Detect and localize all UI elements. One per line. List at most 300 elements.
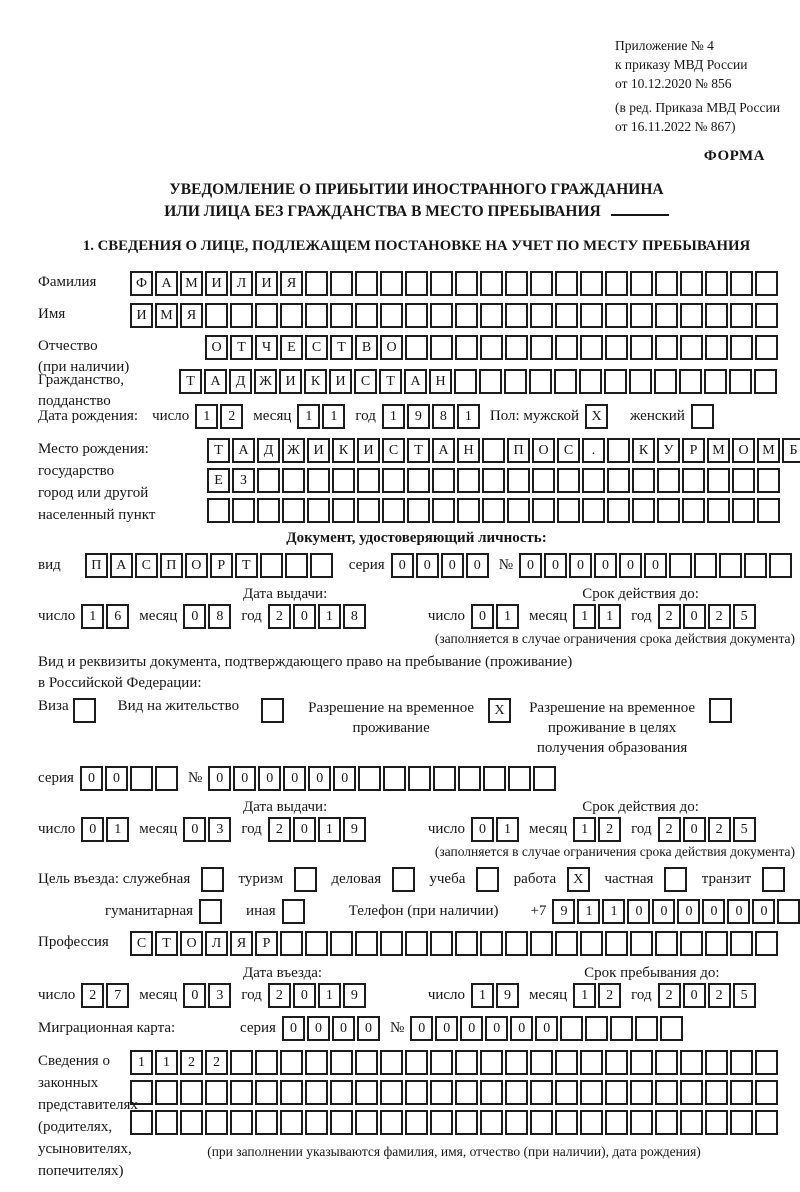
birth-place-cells-row1[interactable] [207,438,800,463]
form-cell[interactable] [755,931,778,956]
form-cell[interactable] [555,271,578,296]
form-cell[interactable] [580,271,603,296]
stay-year-cells[interactable] [658,983,756,1008]
form-cell[interactable]: А [432,438,455,463]
form-cell[interactable] [630,303,653,328]
form-cell[interactable]: Т [155,931,178,956]
checkbox-cell[interactable] [282,899,305,924]
form-cell[interactable]: О [180,931,203,956]
form-cell[interactable]: 0 [293,817,316,842]
form-cell[interactable]: А [204,369,227,394]
form-cell[interactable]: 1 [130,1050,153,1075]
form-cell[interactable] [679,369,702,394]
form-cell[interactable] [757,498,780,523]
form-cell[interactable] [557,498,580,523]
form-cell[interactable] [230,1050,253,1075]
mig-series-cells[interactable] [282,1016,380,1041]
form-cell[interactable]: 0 [357,1016,380,1041]
form-cell[interactable] [582,468,605,493]
form-cell[interactable]: Р [682,438,705,463]
form-cell[interactable] [357,498,380,523]
form-cell[interactable]: О [185,553,208,578]
purpose-other-checkbox[interactable] [282,899,305,924]
form-cell[interactable]: 0 [619,553,642,578]
form-cell[interactable] [405,1080,428,1105]
form-cell[interactable] [705,1050,728,1075]
form-cell[interactable]: 0 [233,766,256,791]
form-cell[interactable]: 2 [708,817,731,842]
form-cell[interactable] [457,468,480,493]
form-cell[interactable]: 0 [519,553,542,578]
visa-checkbox[interactable] [73,698,96,723]
form-cell[interactable]: 0 [435,1016,458,1041]
res-issue-year-cells[interactable] [268,817,366,842]
form-cell[interactable]: 0 [81,817,104,842]
form-cell[interactable] [482,498,505,523]
form-cell[interactable]: 0 [594,553,617,578]
form-cell[interactable] [380,271,403,296]
form-cell[interactable] [305,931,328,956]
form-cell[interactable] [257,468,280,493]
form-cell[interactable] [332,498,355,523]
form-cell[interactable]: 1 [496,817,519,842]
form-cell[interactable]: М [757,438,780,463]
form-cell[interactable] [380,303,403,328]
form-cell[interactable] [632,468,655,493]
form-cell[interactable] [530,1080,553,1105]
form-cell[interactable] [705,303,728,328]
form-cell[interactable] [533,766,556,791]
form-cell[interactable]: 8 [208,604,231,629]
form-cell[interactable] [530,303,553,328]
doc-valid-year-cells[interactable] [658,604,756,629]
form-cell[interactable] [357,468,380,493]
checkbox-cell[interactable] [664,867,687,892]
form-cell[interactable]: 1 [81,604,104,629]
form-cell[interactable] [680,303,703,328]
form-cell[interactable] [680,271,703,296]
form-cell[interactable] [505,931,528,956]
form-cell[interactable] [555,1110,578,1135]
doc-type-cells[interactable] [85,553,333,578]
form-cell[interactable]: 0 [460,1016,483,1041]
form-cell[interactable]: Д [229,369,252,394]
form-cell[interactable]: 0 [308,766,331,791]
form-cell[interactable]: 0 [416,553,439,578]
form-cell[interactable]: 0 [569,553,592,578]
form-cell[interactable] [632,498,655,523]
form-cell[interactable] [454,369,477,394]
form-cell[interactable] [555,1050,578,1075]
form-cell[interactable] [480,931,503,956]
form-cell[interactable]: 6 [106,604,129,629]
form-cell[interactable] [405,1110,428,1135]
form-cell[interactable] [130,1110,153,1135]
form-cell[interactable]: П [507,438,530,463]
form-cell[interactable]: 0 [410,1016,433,1041]
form-cell[interactable] [504,369,527,394]
form-cell[interactable] [380,1110,403,1135]
form-cell[interactable] [505,303,528,328]
form-cell[interactable] [605,1110,628,1135]
form-cell[interactable]: 0 [683,604,706,629]
form-cell[interactable] [480,1050,503,1075]
form-cell[interactable]: 5 [733,983,756,1008]
doc-issue-day-cells[interactable] [81,604,129,629]
form-cell[interactable] [455,931,478,956]
form-cell[interactable]: 1 [577,899,600,924]
form-cell[interactable]: И [279,369,302,394]
form-cell[interactable] [205,1110,228,1135]
form-cell[interactable]: 9 [407,404,430,429]
form-cell[interactable] [657,498,680,523]
form-cell[interactable]: Я [180,303,203,328]
res-issue-day-cells[interactable] [81,817,129,842]
form-cell[interactable] [155,1080,178,1105]
form-cell[interactable] [705,335,728,360]
form-cell[interactable] [607,498,630,523]
form-cell[interactable] [355,271,378,296]
form-cell[interactable] [205,1080,228,1105]
form-cell[interactable] [719,553,742,578]
form-cell[interactable]: Л [205,931,228,956]
form-cell[interactable]: 0 [510,1016,533,1041]
form-cell[interactable] [280,1050,303,1075]
form-cell[interactable] [655,271,678,296]
form-cell[interactable]: 9 [343,983,366,1008]
form-cell[interactable] [530,1050,553,1075]
form-cell[interactable]: И [130,303,153,328]
form-cell[interactable] [654,369,677,394]
form-cell[interactable] [560,1016,583,1041]
form-cell[interactable] [744,553,767,578]
checkbox-cell[interactable] [73,698,96,723]
form-cell[interactable] [682,498,705,523]
form-cell[interactable]: С [305,335,328,360]
form-cell[interactable] [532,498,555,523]
form-cell[interactable]: И [329,369,352,394]
form-cell[interactable] [282,468,305,493]
phone-cells[interactable] [552,899,800,924]
form-cell[interactable]: 1 [457,404,480,429]
form-cell[interactable]: Л [230,271,253,296]
res-valid-year-cells[interactable] [658,817,756,842]
form-cell[interactable] [529,369,552,394]
form-cell[interactable]: 2 [268,983,291,1008]
form-cell[interactable] [730,335,753,360]
form-cell[interactable] [605,335,628,360]
form-cell[interactable] [655,1080,678,1105]
form-cell[interactable]: 9 [552,899,575,924]
patronymic-cells[interactable] [205,335,778,360]
form-cell[interactable] [729,369,752,394]
doc-valid-day-cells[interactable] [471,604,519,629]
form-cell[interactable] [307,468,330,493]
form-cell[interactable]: 0 [485,1016,508,1041]
form-cell[interactable]: 2 [598,983,621,1008]
stay-month-cells[interactable] [573,983,621,1008]
form-cell[interactable]: П [85,553,108,578]
form-cell[interactable]: А [155,271,178,296]
form-cell[interactable] [730,1080,753,1105]
form-cell[interactable] [605,931,628,956]
form-cell[interactable]: 2 [598,817,621,842]
form-cell[interactable]: 1 [602,899,625,924]
form-cell[interactable] [285,553,308,578]
entry-month-cells[interactable] [183,983,231,1008]
profession-cells[interactable] [130,931,778,956]
name-cells[interactable] [130,303,778,328]
form-cell[interactable]: П [160,553,183,578]
form-cell[interactable]: 1 [106,817,129,842]
checkbox-cell[interactable] [691,404,714,429]
form-cell[interactable] [730,931,753,956]
form-cell[interactable] [330,1110,353,1135]
form-cell[interactable] [280,1110,303,1135]
form-cell[interactable] [755,1110,778,1135]
form-cell[interactable] [705,1080,728,1105]
form-cell[interactable]: 1 [155,1050,178,1075]
form-cell[interactable]: Т [207,438,230,463]
form-cell[interactable] [530,931,553,956]
form-cell[interactable] [580,335,603,360]
form-cell[interactable]: 1 [598,604,621,629]
form-cell[interactable] [180,1080,203,1105]
form-cell[interactable]: З [232,468,255,493]
form-cell[interactable] [532,468,555,493]
form-cell[interactable] [305,1110,328,1135]
form-cell[interactable] [180,1110,203,1135]
form-cell[interactable] [332,468,355,493]
form-cell[interactable] [480,303,503,328]
form-cell[interactable]: Р [210,553,233,578]
form-cell[interactable] [205,303,228,328]
form-cell[interactable] [655,931,678,956]
form-cell[interactable]: Е [207,468,230,493]
form-cell[interactable]: 0 [332,1016,355,1041]
form-cell[interactable]: . [582,438,605,463]
form-cell[interactable] [305,271,328,296]
form-cell[interactable] [355,1110,378,1135]
form-cell[interactable] [405,931,428,956]
form-cell[interactable]: К [304,369,327,394]
form-cell[interactable] [505,271,528,296]
form-cell[interactable] [660,1016,683,1041]
form-cell[interactable] [330,303,353,328]
form-cell[interactable] [355,303,378,328]
form-cell[interactable]: 1 [471,983,494,1008]
form-cell[interactable] [755,1050,778,1075]
form-cell[interactable] [680,1110,703,1135]
form-cell[interactable]: 0 [333,766,356,791]
form-cell[interactable]: 1 [195,404,218,429]
form-cell[interactable]: К [332,438,355,463]
form-cell[interactable] [630,335,653,360]
form-cell[interactable] [282,498,305,523]
form-cell[interactable]: Н [429,369,452,394]
form-cell[interactable] [330,271,353,296]
form-cell[interactable] [605,303,628,328]
form-cell[interactable]: Т [379,369,402,394]
form-cell[interactable]: 9 [343,817,366,842]
form-cell[interactable]: Ч [255,335,278,360]
form-cell[interactable]: 2 [708,983,731,1008]
form-cell[interactable] [655,335,678,360]
form-cell[interactable] [483,766,506,791]
form-cell[interactable] [580,303,603,328]
form-cell[interactable] [380,1050,403,1075]
form-cell[interactable] [704,369,727,394]
form-cell[interactable] [607,468,630,493]
form-cell[interactable] [755,303,778,328]
form-cell[interactable] [705,931,728,956]
form-cell[interactable] [680,1050,703,1075]
form-cell[interactable]: 0 [441,553,464,578]
doc-number-cells[interactable] [519,553,792,578]
form-cell[interactable] [754,369,777,394]
res-number-cells[interactable] [208,766,556,791]
form-cell[interactable]: 2 [658,817,681,842]
checkbox-cell[interactable]: X [585,404,608,429]
form-cell[interactable]: 2 [658,983,681,1008]
form-cell[interactable]: Б [782,438,800,463]
res-valid-day-cells[interactable] [471,817,519,842]
form-cell[interactable] [507,498,530,523]
form-cell[interactable]: 0 [652,899,675,924]
stay-day-cells[interactable] [471,983,519,1008]
form-cell[interactable]: О [205,335,228,360]
form-cell[interactable]: Т [330,335,353,360]
form-cell[interactable] [405,303,428,328]
form-cell[interactable]: 2 [220,404,243,429]
purpose-tourism-checkbox[interactable] [294,867,317,892]
form-cell[interactable]: Ф [130,271,153,296]
form-cell[interactable]: М [180,271,203,296]
form-cell[interactable]: 1 [318,983,341,1008]
birth-place-cells-row3[interactable] [207,498,800,523]
form-cell[interactable] [579,369,602,394]
form-cell[interactable]: 0 [727,899,750,924]
temp-residence-checkbox[interactable] [488,698,511,723]
form-cell[interactable]: С [382,438,405,463]
form-cell[interactable] [682,468,705,493]
form-cell[interactable]: М [155,303,178,328]
form-cell[interactable] [655,303,678,328]
form-cell[interactable]: 0 [471,817,494,842]
form-cell[interactable] [707,468,730,493]
form-cell[interactable]: Е [280,335,303,360]
form-cell[interactable] [430,303,453,328]
form-cell[interactable] [505,1080,528,1105]
form-cell[interactable]: В [355,335,378,360]
form-cell[interactable] [630,931,653,956]
form-cell[interactable]: А [404,369,427,394]
form-cell[interactable]: 2 [658,604,681,629]
form-cell[interactable]: 0 [80,766,103,791]
form-cell[interactable] [280,931,303,956]
form-cell[interactable] [408,766,431,791]
form-cell[interactable] [230,1080,253,1105]
form-cell[interactable]: 2 [708,604,731,629]
form-cell[interactable] [382,498,405,523]
form-cell[interactable] [480,1080,503,1105]
form-cell[interactable]: 8 [432,404,455,429]
form-cell[interactable]: 0 [683,983,706,1008]
checkbox-cell[interactable] [476,867,499,892]
form-cell[interactable]: 3 [208,983,231,1008]
form-cell[interactable] [480,271,503,296]
doc-issue-month-cells[interactable] [183,604,231,629]
form-cell[interactable] [530,271,553,296]
form-cell[interactable]: 0 [752,899,775,924]
form-cell[interactable] [405,1050,428,1075]
form-cell[interactable]: 1 [496,604,519,629]
form-cell[interactable] [530,335,553,360]
form-cell[interactable] [307,498,330,523]
form-cell[interactable] [554,369,577,394]
form-cell[interactable]: 9 [496,983,519,1008]
form-cell[interactable]: 2 [180,1050,203,1075]
form-cell[interactable] [255,1080,278,1105]
form-cell[interactable] [382,468,405,493]
form-cell[interactable] [330,1050,353,1075]
form-cell[interactable]: М [707,438,730,463]
form-cell[interactable] [582,498,605,523]
form-cell[interactable]: И [307,438,330,463]
form-cell[interactable] [432,498,455,523]
sex-female-checkbox[interactable] [691,404,714,429]
form-cell[interactable] [657,468,680,493]
checkbox-cell[interactable] [294,867,317,892]
form-cell[interactable] [255,1110,278,1135]
purpose-official-checkbox[interactable] [201,867,224,892]
citizenship-cells[interactable] [179,369,777,394]
res-series-cells[interactable] [80,766,178,791]
form-cell[interactable] [635,1016,658,1041]
form-cell[interactable]: 0 [544,553,567,578]
form-cell[interactable] [707,498,730,523]
form-cell[interactable] [455,271,478,296]
form-cell[interactable] [430,1050,453,1075]
form-cell[interactable]: С [135,553,158,578]
form-cell[interactable]: С [557,438,580,463]
form-cell[interactable]: 1 [322,404,345,429]
form-cell[interactable] [555,335,578,360]
form-cell[interactable]: Т [235,553,258,578]
form-cell[interactable] [630,271,653,296]
legal-reps-cells-row3[interactable] [130,1110,778,1135]
birth-year-cells[interactable] [382,404,480,429]
form-cell[interactable] [605,1080,628,1105]
form-cell[interactable] [207,498,230,523]
form-cell[interactable] [430,271,453,296]
form-cell[interactable] [482,468,505,493]
form-cell[interactable] [555,1080,578,1105]
form-cell[interactable]: 5 [733,817,756,842]
form-cell[interactable]: 0 [293,604,316,629]
purpose-transit-checkbox[interactable] [762,867,785,892]
form-cell[interactable] [630,1080,653,1105]
form-cell[interactable] [383,766,406,791]
form-cell[interactable] [305,303,328,328]
form-cell[interactable]: 5 [733,604,756,629]
form-cell[interactable] [458,766,481,791]
form-cell[interactable] [732,498,755,523]
form-cell[interactable] [555,931,578,956]
form-cell[interactable]: 1 [318,604,341,629]
checkbox-cell[interactable] [261,698,284,723]
form-cell[interactable] [355,1080,378,1105]
